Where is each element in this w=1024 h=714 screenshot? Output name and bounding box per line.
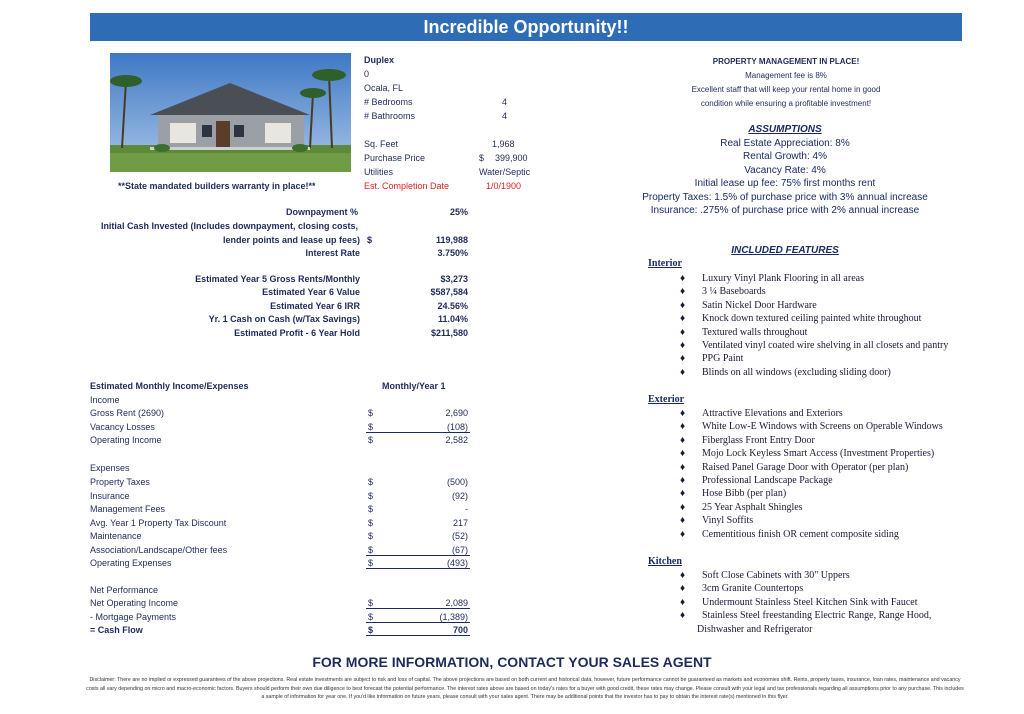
row-value: (500) bbox=[446, 477, 468, 487]
row-label: Insurance bbox=[90, 490, 130, 501]
feature-item bbox=[680, 474, 980, 487]
row-symbol: $ bbox=[368, 477, 374, 487]
property-location: Ocala, FL bbox=[364, 83, 404, 93]
feature-item bbox=[680, 596, 980, 609]
bullet-icon: ♦ bbox=[680, 421, 686, 433]
feature-label: Raised Panel Garage Door with Operator (per plan) bbox=[702, 461, 909, 473]
table-row bbox=[90, 543, 470, 557]
management-block bbox=[640, 55, 932, 111]
net-rows bbox=[90, 596, 470, 637]
completion-label: Est. Completion Date bbox=[364, 181, 450, 191]
feature-label: White Low-E Windows with Screens on Operable Windows bbox=[702, 421, 943, 433]
price-label: Purchase Price bbox=[364, 153, 426, 163]
bathrooms-value: 4 bbox=[502, 111, 508, 121]
row-label: Avg. Year 1 Property Tax Discount bbox=[90, 517, 227, 528]
row-label: = Cash Flow bbox=[90, 625, 143, 635]
bullet-icon: ♦ bbox=[680, 366, 686, 378]
bullet-icon: ♦ bbox=[680, 475, 686, 487]
feature-label: Vinyl Soffits bbox=[702, 515, 754, 527]
bullet-icon: ♦ bbox=[680, 610, 686, 622]
feature-label: 3cm Granite Countertops bbox=[702, 583, 804, 595]
cash-invested-symbol: $ bbox=[367, 235, 373, 245]
feature-item bbox=[680, 312, 980, 325]
feature-item bbox=[680, 339, 980, 352]
feature-label: Soft Close Cabinets with 30" Uppers bbox=[702, 570, 850, 581]
sqft-value: 1,968 bbox=[492, 139, 515, 149]
underline bbox=[366, 635, 470, 636]
bullet-icon: ♦ bbox=[680, 596, 686, 608]
feature-label: 25 Year Asphalt Shingles bbox=[702, 501, 803, 513]
table-row bbox=[90, 420, 470, 434]
row-symbol: $ bbox=[368, 531, 374, 541]
feature-item bbox=[680, 501, 980, 514]
table-row bbox=[90, 489, 470, 503]
row-label: Operating Income bbox=[90, 435, 162, 445]
income-rows bbox=[90, 406, 470, 447]
row-label: Maintenance bbox=[90, 531, 142, 541]
table-row bbox=[90, 529, 470, 543]
interest-rate-label: Interest Rate bbox=[305, 248, 360, 258]
sqft-label: Sq. Feet bbox=[364, 139, 399, 149]
estimate-label: Yr. 1 Cash on Cash (w/Tax Savings) bbox=[208, 314, 360, 325]
bathrooms-label: # Bathrooms bbox=[364, 111, 416, 121]
bullet-icon: ♦ bbox=[680, 353, 686, 365]
feature-label: Cementitious finish OR cement composite siding bbox=[702, 528, 899, 540]
table-row bbox=[90, 623, 470, 637]
row-symbol: $ bbox=[368, 558, 374, 568]
property-info bbox=[364, 53, 544, 193]
bullet-icon: ♦ bbox=[680, 340, 686, 352]
bedrooms-value: 4 bbox=[502, 97, 508, 107]
feature-item bbox=[680, 487, 980, 500]
price-symbol: $ bbox=[479, 153, 485, 163]
utilities-value: Water/Septic bbox=[479, 167, 531, 177]
row-label: Association/Landscape/Other fees bbox=[90, 544, 228, 555]
bullet-icon: ♦ bbox=[680, 286, 686, 298]
feature-item bbox=[680, 407, 980, 420]
feature-label: Textured walls throughout bbox=[702, 326, 808, 338]
row-symbol: $ bbox=[368, 517, 374, 528]
table-row bbox=[90, 610, 470, 624]
feature-label: Hose Bibb (per plan) bbox=[702, 488, 787, 500]
feature-item bbox=[680, 285, 980, 298]
estimate-label: Estimated Year 6 Value bbox=[262, 287, 360, 298]
expense-rows bbox=[90, 475, 470, 570]
downpayment-value: 25% bbox=[449, 207, 468, 217]
feature-item bbox=[680, 609, 980, 622]
table-row bbox=[90, 406, 470, 420]
row-symbol: $ bbox=[368, 490, 374, 501]
cash-invested-label-1: Initial Cash Invested (Includes downpayment, closing costs, bbox=[100, 221, 358, 231]
feature-item bbox=[680, 420, 980, 433]
bullet-icon: ♦ bbox=[680, 515, 686, 527]
row-symbol: $ bbox=[368, 598, 374, 608]
feature-label: Knock down textured ceiling painted white throughout bbox=[702, 313, 922, 325]
estimate-value: $3,273 bbox=[440, 274, 468, 284]
estimate-value: $587,584 bbox=[430, 287, 468, 298]
row-value: (92) bbox=[451, 490, 468, 501]
row-symbol: $ bbox=[368, 625, 374, 635]
feature-item bbox=[680, 272, 980, 285]
price-value: 399,900 bbox=[495, 153, 528, 163]
feature-label: Stainless Steel freestanding Electric Range, Range Hood, bbox=[702, 610, 932, 622]
feature-item bbox=[680, 582, 980, 595]
table-row bbox=[90, 502, 470, 516]
feature-item bbox=[680, 461, 980, 474]
exterior-list bbox=[680, 407, 980, 541]
row-value: (52) bbox=[451, 531, 468, 541]
bedrooms-label: # Bedrooms bbox=[364, 97, 413, 107]
management-line-2: Excellent staff that will keep your rental home in good bbox=[691, 85, 881, 94]
property-photo bbox=[110, 53, 351, 172]
table-row bbox=[90, 516, 470, 530]
underline bbox=[366, 568, 470, 569]
estimates-list bbox=[90, 272, 468, 339]
row-label: Gross Rent (2690) bbox=[90, 408, 165, 418]
row-label: Property Taxes bbox=[90, 477, 150, 487]
income-column-heading: Monthly/Year 1 bbox=[382, 381, 446, 391]
kitchen-heading: Kitchen bbox=[648, 556, 682, 567]
feature-label: Mojo Lock Keyless Smart Access (Investment Properties) bbox=[702, 448, 935, 460]
bullet-icon: ♦ bbox=[680, 448, 686, 460]
feature-label: Undermount Stainless Steel Kitchen Sink with Faucet bbox=[702, 596, 918, 608]
bullet-icon: ♦ bbox=[680, 408, 686, 419]
feature-item bbox=[680, 326, 980, 339]
warranty-note: **State mandated builders warranty in place!** bbox=[118, 181, 316, 191]
management-line-3: condition while ensuring a profitable investment! bbox=[700, 99, 872, 108]
estimate-row bbox=[90, 285, 468, 298]
interior-list bbox=[680, 272, 980, 379]
row-label: - Mortgage Payments bbox=[90, 611, 177, 622]
row-value: 2,690 bbox=[445, 408, 468, 418]
row-value: - bbox=[465, 504, 468, 514]
bullet-icon: ♦ bbox=[680, 501, 686, 513]
features-title: INCLUDED FEATURES bbox=[731, 245, 839, 256]
assumptions-block bbox=[620, 123, 950, 218]
bullet-icon: ♦ bbox=[680, 583, 686, 595]
income-heading: Estimated Monthly Income/Expenses bbox=[90, 381, 249, 391]
row-value: 700 bbox=[452, 625, 468, 635]
bullet-icon: ♦ bbox=[680, 273, 686, 284]
estimate-label: Estimated Year 5 Gross Rents/Monthly bbox=[195, 274, 360, 284]
completion-value: 1/0/1900 bbox=[486, 181, 522, 191]
feature-item bbox=[680, 299, 980, 312]
assumption-item: Real Estate Appreciation: 8% bbox=[720, 137, 850, 149]
estimate-value: 11.04% bbox=[437, 314, 468, 325]
feature-label: PPG Paint bbox=[702, 353, 744, 365]
expenses-label: Expenses bbox=[90, 463, 130, 473]
cash-invested-label-2: lender points and lease up fees) bbox=[222, 235, 360, 245]
feature-continuation: Dishwasher and Refrigerator bbox=[697, 623, 813, 635]
income-label: Income bbox=[90, 395, 120, 405]
utilities-label: Utilities bbox=[364, 167, 394, 177]
management-line-1: Management fee is 8% bbox=[745, 71, 827, 80]
cash-invested-value: 119,988 bbox=[435, 235, 468, 245]
assumption-item: Rental Growth: 4% bbox=[743, 151, 827, 162]
assumption-item: Vacancy Rate: 4% bbox=[744, 164, 826, 176]
feature-label: Ventilated vinyl coated wire shelving in all closets and pantry bbox=[702, 340, 949, 352]
disclaimer: Disclaimer: There are no implied or expressed guarantees of the above projections. Real estate investments are subject to risk and loss of capital. The above projections are based on both current and historical data, however, future performance cannot be guaranteed as markets and economies shift. Rents, property taxes, insurance, loan rates, maintenance and vacancy costs all vary depending on micro and macro-economic factors. Buyers should perform their own due diligence to best forecast the potential performance. The interest rates above are based on today's rates for a buyer with good credit, these rates may change. Please consult with your legal and tax professionals regarding all assumptions prior to any purchase. This includes a sample of information for year one. If you'd like information on future years, please consult with your sales agent. There may be additional points that the investor has to pay to obtain the interest rate(s) mentioned in this flyer. bbox=[86, 677, 964, 700]
row-value: (67) bbox=[451, 544, 468, 555]
row-value: 217 bbox=[452, 517, 468, 528]
bullet-icon: ♦ bbox=[680, 326, 686, 338]
downpayment-label: Downpayment % bbox=[285, 207, 358, 217]
bullet-icon: ♦ bbox=[680, 299, 686, 311]
feature-item bbox=[680, 447, 980, 460]
estimate-value: $211,580 bbox=[430, 327, 468, 338]
interior-heading: Interior bbox=[648, 258, 682, 269]
bullet-icon: ♦ bbox=[680, 461, 686, 473]
row-label: Net Operating Income bbox=[90, 598, 179, 608]
row-value: 2,582 bbox=[445, 435, 468, 445]
assumptions-title: ASSUMPTIONS bbox=[748, 124, 822, 135]
feature-label: Satin Nickel Door Hardware bbox=[702, 299, 817, 311]
row-label: Vacancy Losses bbox=[90, 421, 155, 432]
estimate-label: Estimated Year 6 IRR bbox=[270, 300, 360, 311]
row-value: (1,389) bbox=[439, 611, 468, 622]
row-label: Management Fees bbox=[90, 504, 166, 514]
row-symbol: $ bbox=[368, 421, 374, 432]
row-label: Operating Expenses bbox=[90, 558, 172, 568]
net-performance-label: Net Performance bbox=[90, 585, 159, 595]
row-symbol: $ bbox=[368, 504, 374, 514]
page-title-banner: Incredible Opportunity!! bbox=[90, 13, 962, 41]
feature-label: Blinds on all windows (excluding sliding door) bbox=[702, 366, 891, 378]
estimate-label: Estimated Profit - 6 Year Hold bbox=[234, 327, 360, 338]
management-title: PROPERTY MANAGEMENT IN PLACE! bbox=[712, 57, 860, 66]
feature-label: Fiberglass Front Entry Door bbox=[702, 434, 815, 446]
row-symbol: $ bbox=[368, 611, 374, 622]
row-value: (493) bbox=[446, 558, 468, 568]
row-symbol: $ bbox=[368, 544, 374, 555]
feature-item bbox=[680, 514, 980, 527]
kitchen-list bbox=[680, 569, 980, 636]
estimate-row bbox=[90, 272, 468, 285]
estimate-row bbox=[90, 312, 468, 325]
feature-item bbox=[680, 352, 980, 365]
feature-item bbox=[680, 434, 980, 447]
feature-label: 3 ¼ Baseboards bbox=[702, 286, 766, 298]
bullet-icon: ♦ bbox=[680, 434, 686, 446]
feature-item bbox=[680, 366, 980, 379]
estimate-row bbox=[90, 326, 468, 339]
row-value: (108) bbox=[446, 421, 468, 432]
estimate-row bbox=[90, 299, 468, 312]
table-row bbox=[90, 433, 470, 447]
table-row bbox=[90, 556, 470, 570]
bullet-icon: ♦ bbox=[680, 313, 686, 325]
feature-item bbox=[680, 528, 980, 541]
table-row bbox=[90, 475, 470, 489]
bullet-icon: ♦ bbox=[680, 570, 686, 581]
feature-label: Luxury Vinyl Plank Flooring in all areas bbox=[702, 273, 864, 284]
bullet-icon: ♦ bbox=[680, 488, 686, 500]
feature-label: Attractive Elevations and Exteriors bbox=[702, 408, 843, 419]
contact-cta: FOR MORE INFORMATION, CONTACT YOUR SALES AGENT bbox=[312, 654, 712, 670]
assumption-item: Property Taxes: 1.5% of purchase price with 3% annual increase bbox=[642, 191, 928, 203]
property-number: 0 bbox=[364, 69, 370, 79]
assumption-item: Initial lease up fee: 75% first months rent bbox=[694, 178, 876, 189]
table-row bbox=[90, 596, 470, 610]
estimate-value: 24.56% bbox=[437, 300, 468, 311]
bullet-icon: ♦ bbox=[680, 528, 686, 540]
feature-label: Professional Landscape Package bbox=[702, 475, 833, 487]
assumption-item: Insurance: .275% of purchase price with 2% annual increase bbox=[650, 205, 920, 216]
feature-item bbox=[680, 569, 980, 582]
property-type: Duplex bbox=[364, 55, 395, 65]
row-value: 2,089 bbox=[445, 598, 468, 608]
exterior-heading: Exterior bbox=[648, 394, 685, 405]
interest-rate-value: 3.750% bbox=[437, 248, 468, 258]
row-symbol: $ bbox=[368, 408, 374, 418]
row-symbol: $ bbox=[368, 435, 374, 445]
